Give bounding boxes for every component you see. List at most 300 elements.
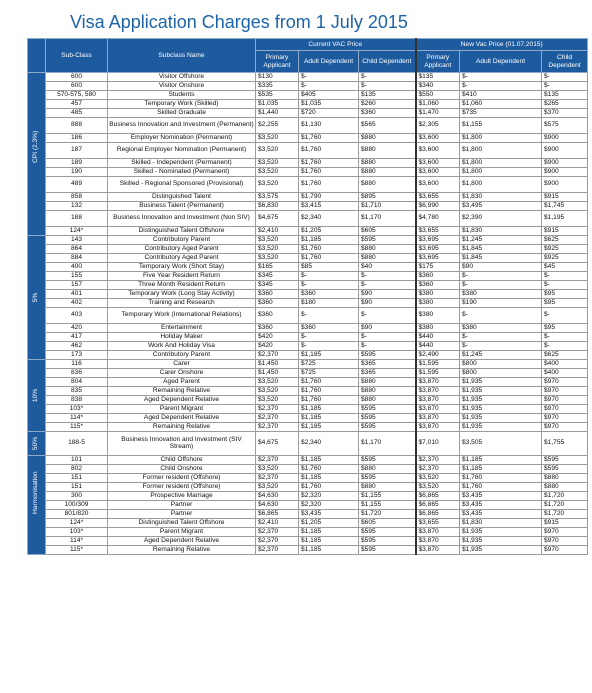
- new-primary-cell: $2,305: [416, 118, 460, 134]
- new-primary-cell: $2,490: [416, 351, 460, 360]
- group-label: [28, 432, 46, 456]
- new-adult-cell: $1,760: [460, 474, 542, 483]
- current-primary-cell: $1,450: [256, 369, 299, 378]
- subclass-cell: 114*: [46, 537, 108, 546]
- subclass-cell: 188: [46, 211, 108, 227]
- current-primary-cell: $2,370: [256, 423, 299, 432]
- group-label: [28, 236, 46, 360]
- current-child-cell: $1,155: [359, 492, 416, 501]
- table-row: [28, 414, 588, 423]
- table-row: [28, 227, 588, 236]
- new-primary-cell: $550: [416, 91, 460, 100]
- new-child-cell: $880: [542, 483, 588, 492]
- name-cell: Training and Research: [108, 299, 256, 308]
- current-adult-cell: $725: [299, 360, 359, 369]
- table-row: [28, 342, 588, 351]
- current-child-cell: $595: [359, 405, 416, 414]
- new-primary-cell: $380: [416, 299, 460, 308]
- table-row: [28, 281, 588, 290]
- new-adult-cell: $1,155: [460, 118, 542, 134]
- current-adult-cell: $3,415: [299, 202, 359, 211]
- new-adult-cell: $-: [460, 73, 542, 82]
- new-child-cell: $45: [542, 263, 588, 272]
- subclass-cell: 151: [46, 474, 108, 483]
- current-primary-cell: $4,630: [256, 492, 299, 501]
- new-primary-cell: $3,870: [416, 528, 460, 537]
- current-adult-cell: $1,760: [299, 465, 359, 474]
- new-primary-cell: $3,520: [416, 483, 460, 492]
- new-child-cell: $915: [542, 193, 588, 202]
- table-row: [28, 73, 588, 82]
- current-adult-cell: $1,185: [299, 528, 359, 537]
- current-child-cell: $-: [359, 281, 416, 290]
- current-primary-cell: $3,520: [256, 387, 299, 396]
- new-child-cell: $900: [542, 143, 588, 159]
- new-child-cell: $970: [542, 423, 588, 432]
- group-label-text: CPI (2.3%): [32, 130, 40, 163]
- table-row: [28, 456, 588, 465]
- new-primary-cell: $3,870: [416, 546, 460, 555]
- new-primary-cell: $3,600: [416, 143, 460, 159]
- current-primary-cell: $2,370: [256, 456, 299, 465]
- current-child-cell: $90: [359, 324, 416, 333]
- new-child-cell: $1,720: [542, 501, 588, 510]
- current-child-cell: $595: [359, 474, 416, 483]
- subclass-cell: 187: [46, 143, 108, 159]
- new-adult-cell: $1,185: [460, 456, 542, 465]
- new-adult-cell: $1,830: [460, 193, 542, 202]
- name-cell: Skilled - Regional Sponsored (Provisional): [108, 177, 256, 193]
- new-adult-cell: $380: [460, 324, 542, 333]
- current-adult-cell: $1,185: [299, 405, 359, 414]
- new-adult-cell: $800: [460, 369, 542, 378]
- new-adult-cell: $-: [460, 82, 542, 91]
- new-primary-cell: $135: [416, 73, 460, 82]
- current-primary-cell: $360: [256, 308, 299, 324]
- current-child-cell: $1,720: [359, 510, 416, 519]
- header-new-child: Child Dependent: [542, 51, 588, 73]
- name-cell: Former resident (Offshore): [108, 483, 256, 492]
- subclass-cell: 600: [46, 73, 108, 82]
- header-new-price: New Vac Price (01.07.2015): [416, 39, 588, 51]
- table-row: [28, 134, 588, 143]
- new-primary-cell: $3,695: [416, 245, 460, 254]
- table-row: [28, 118, 588, 134]
- new-child-cell: $265: [542, 100, 588, 109]
- name-cell: Aged Dependent Relative: [108, 414, 256, 423]
- table-row: [28, 510, 588, 519]
- current-adult-cell: $1,760: [299, 396, 359, 405]
- current-adult-cell: $1,205: [299, 227, 359, 236]
- table-row: [28, 193, 588, 202]
- subclass-cell: 864: [46, 245, 108, 254]
- table-row: [28, 177, 588, 193]
- table-row: [28, 432, 588, 456]
- new-primary-cell: $3,600: [416, 168, 460, 177]
- subclass-cell: 570-575, 580: [46, 91, 108, 100]
- current-adult-cell: $3,435: [299, 510, 359, 519]
- new-adult-cell: $3,435: [460, 492, 542, 501]
- current-primary-cell: $2,370: [256, 351, 299, 360]
- name-cell: Regional Employer Nomination (Permanent): [108, 143, 256, 159]
- new-adult-cell: $1,935: [460, 396, 542, 405]
- new-child-cell: $595: [542, 465, 588, 474]
- new-child-cell: $400: [542, 369, 588, 378]
- table-row: [28, 245, 588, 254]
- new-adult-cell: $1,185: [460, 465, 542, 474]
- new-adult-cell: $800: [460, 360, 542, 369]
- new-primary-cell: $3,655: [416, 227, 460, 236]
- current-primary-cell: $3,520: [256, 236, 299, 245]
- new-child-cell: $970: [542, 546, 588, 555]
- current-primary-cell: $6,830: [256, 202, 299, 211]
- table-row: [28, 143, 588, 159]
- new-child-cell: $1,755: [542, 432, 588, 456]
- current-child-cell: $1,170: [359, 211, 416, 227]
- subclass-cell: 143: [46, 236, 108, 245]
- current-child-cell: $-: [359, 82, 416, 91]
- subclass-cell: 132: [46, 202, 108, 211]
- group-label: [28, 73, 46, 236]
- name-cell: Temporary Work (Skilled): [108, 100, 256, 109]
- new-child-cell: $95: [542, 324, 588, 333]
- new-child-cell: $-: [542, 272, 588, 281]
- current-adult-cell: $1,760: [299, 387, 359, 396]
- new-child-cell: $900: [542, 134, 588, 143]
- current-adult-cell: $2,340: [299, 432, 359, 456]
- current-child-cell: $-: [359, 73, 416, 82]
- new-child-cell: $575: [542, 118, 588, 134]
- page-title: Visa Application Charges from 1 July 2015: [70, 12, 408, 32]
- header-current-adult: Adult Dependent: [299, 51, 359, 73]
- new-child-cell: $-: [542, 281, 588, 290]
- current-primary-cell: $1,440: [256, 109, 299, 118]
- current-child-cell: $90: [359, 290, 416, 299]
- current-primary-cell: $2,410: [256, 227, 299, 236]
- new-primary-cell: $3,655: [416, 193, 460, 202]
- current-primary-cell: $360: [256, 324, 299, 333]
- subclass-cell: 116: [46, 360, 108, 369]
- current-primary-cell: $3,520: [256, 168, 299, 177]
- current-child-cell: $605: [359, 519, 416, 528]
- new-primary-cell: $3,870: [416, 537, 460, 546]
- new-adult-cell: $3,435: [460, 510, 542, 519]
- new-child-cell: $970: [542, 528, 588, 537]
- table-row: [28, 369, 588, 378]
- group-label: [28, 456, 46, 555]
- current-adult-cell: $1,185: [299, 414, 359, 423]
- current-primary-cell: $3,520: [256, 134, 299, 143]
- name-cell: Temporary Work (Short Stay): [108, 263, 256, 272]
- name-cell: Contributory Parent: [108, 236, 256, 245]
- name-cell: Five Year Resident Return: [108, 272, 256, 281]
- new-child-cell: $135: [542, 91, 588, 100]
- subclass-cell: 884: [46, 254, 108, 263]
- new-adult-cell: $1,800: [460, 177, 542, 193]
- current-primary-cell: $4,630: [256, 501, 299, 510]
- table-row: [28, 308, 588, 324]
- new-primary-cell: $3,870: [416, 387, 460, 396]
- current-adult-cell: $-: [299, 82, 359, 91]
- name-cell: Temporary Work (Long Stay Activity): [108, 290, 256, 299]
- new-child-cell: $970: [542, 378, 588, 387]
- current-primary-cell: $3,520: [256, 378, 299, 387]
- table-row: [28, 91, 588, 100]
- name-cell: Business Innovation and Investment (Permanent): [108, 118, 256, 134]
- subclass-cell: 115*: [46, 546, 108, 555]
- current-primary-cell: $345: [256, 272, 299, 281]
- current-primary-cell: $3,520: [256, 483, 299, 492]
- group-label-text: Harmonisation: [32, 470, 40, 514]
- new-adult-cell: $1,245: [460, 236, 542, 245]
- table-row: [28, 378, 588, 387]
- new-primary-cell: $6,865: [416, 492, 460, 501]
- table-row: [28, 483, 588, 492]
- new-primary-cell: $3,870: [416, 396, 460, 405]
- name-cell: Remaining Relative: [108, 387, 256, 396]
- current-adult-cell: $1,185: [299, 423, 359, 432]
- new-child-cell: $-: [542, 342, 588, 351]
- table-row: [28, 519, 588, 528]
- name-cell: Partner: [108, 510, 256, 519]
- subclass-cell: 155: [46, 272, 108, 281]
- new-adult-cell: $-: [460, 281, 542, 290]
- current-child-cell: $880: [359, 143, 416, 159]
- current-adult-cell: $-: [299, 272, 359, 281]
- new-primary-cell: $6,990: [416, 202, 460, 211]
- current-adult-cell: $1,185: [299, 351, 359, 360]
- current-child-cell: $565: [359, 118, 416, 134]
- group-label: [28, 360, 46, 432]
- subclass-cell: 403: [46, 308, 108, 324]
- header-new-primary: Primary Applicant: [416, 51, 460, 73]
- current-adult-cell: $-: [299, 281, 359, 290]
- current-primary-cell: $3,520: [256, 177, 299, 193]
- current-adult-cell: $1,035: [299, 100, 359, 109]
- current-child-cell: $595: [359, 423, 416, 432]
- new-adult-cell: $1,800: [460, 168, 542, 177]
- current-adult-cell: $-: [299, 308, 359, 324]
- current-primary-cell: $3,520: [256, 159, 299, 168]
- new-child-cell: $900: [542, 177, 588, 193]
- new-primary-cell: $380: [416, 308, 460, 324]
- new-child-cell: $95: [542, 290, 588, 299]
- current-child-cell: $595: [359, 528, 416, 537]
- new-adult-cell: $1,060: [460, 100, 542, 109]
- current-adult-cell: $2,320: [299, 501, 359, 510]
- header-new-adult: Adult Dependent: [460, 51, 542, 73]
- name-cell: Visitor Offshore: [108, 73, 256, 82]
- table-row: [28, 405, 588, 414]
- name-cell: Three Month Resident Return: [108, 281, 256, 290]
- current-child-cell: $880: [359, 483, 416, 492]
- new-primary-cell: $4,780: [416, 211, 460, 227]
- name-cell: Child Offshore: [108, 456, 256, 465]
- current-primary-cell: $2,370: [256, 474, 299, 483]
- new-primary-cell: $3,695: [416, 254, 460, 263]
- current-adult-cell: $1,790: [299, 193, 359, 202]
- current-adult-cell: $180: [299, 299, 359, 308]
- name-cell: Carer Onshore: [108, 369, 256, 378]
- current-child-cell: $595: [359, 236, 416, 245]
- subclass-cell: 173: [46, 351, 108, 360]
- current-primary-cell: $2,370: [256, 546, 299, 555]
- new-adult-cell: $1,800: [460, 159, 542, 168]
- name-cell: Contributory Aged Parent: [108, 254, 256, 263]
- new-adult-cell: $190: [460, 299, 542, 308]
- new-primary-cell: $380: [416, 290, 460, 299]
- table-row: [28, 272, 588, 281]
- current-primary-cell: $2,370: [256, 414, 299, 423]
- new-primary-cell: $440: [416, 342, 460, 351]
- table-row: [28, 159, 588, 168]
- table-row: [28, 263, 588, 272]
- subclass-cell: 457: [46, 100, 108, 109]
- new-adult-cell: $380: [460, 290, 542, 299]
- current-child-cell: $-: [359, 308, 416, 324]
- new-primary-cell: $2,370: [416, 465, 460, 474]
- new-child-cell: $400: [542, 360, 588, 369]
- current-adult-cell: $1,760: [299, 378, 359, 387]
- new-primary-cell: $6,865: [416, 510, 460, 519]
- current-adult-cell: $1,185: [299, 537, 359, 546]
- subclass-cell: 485: [46, 109, 108, 118]
- subclass-cell: 300: [46, 492, 108, 501]
- name-cell: Remaining Relative: [108, 546, 256, 555]
- header-corner: [28, 39, 46, 73]
- current-primary-cell: $3,520: [256, 396, 299, 405]
- current-primary-cell: $1,035: [256, 100, 299, 109]
- current-primary-cell: $2,410: [256, 519, 299, 528]
- new-adult-cell: $410: [460, 91, 542, 100]
- table-row: [28, 396, 588, 405]
- subclass-cell: 186: [46, 134, 108, 143]
- current-adult-cell: $360: [299, 290, 359, 299]
- new-adult-cell: $1,935: [460, 387, 542, 396]
- subclass-cell: 858: [46, 193, 108, 202]
- name-cell: Entertainment: [108, 324, 256, 333]
- name-cell: Aged Parent: [108, 378, 256, 387]
- current-child-cell: $880: [359, 465, 416, 474]
- table-row: [28, 387, 588, 396]
- current-child-cell: $895: [359, 193, 416, 202]
- subclass-cell: 124*: [46, 519, 108, 528]
- current-primary-cell: $165: [256, 263, 299, 272]
- current-primary-cell: $360: [256, 299, 299, 308]
- name-cell: Distinguished Talent Offshore: [108, 227, 256, 236]
- new-primary-cell: $3,600: [416, 177, 460, 193]
- name-cell: Contributory Aged Parent: [108, 245, 256, 254]
- current-child-cell: $880: [359, 168, 416, 177]
- subclass-cell: 838: [46, 396, 108, 405]
- subclass-cell: 489: [46, 177, 108, 193]
- subclass-cell: 801/820: [46, 510, 108, 519]
- new-adult-cell: $90: [460, 263, 542, 272]
- current-adult-cell: $1,185: [299, 236, 359, 245]
- new-primary-cell: $3,870: [416, 414, 460, 423]
- current-primary-cell: $3,520: [256, 465, 299, 474]
- subclass-cell: 103*: [46, 528, 108, 537]
- current-child-cell: $880: [359, 387, 416, 396]
- current-adult-cell: $1,760: [299, 254, 359, 263]
- current-child-cell: $135: [359, 91, 416, 100]
- table-row: [28, 492, 588, 501]
- current-adult-cell: $2,320: [299, 492, 359, 501]
- new-child-cell: $970: [542, 405, 588, 414]
- new-adult-cell: $1,845: [460, 254, 542, 263]
- current-adult-cell: $1,760: [299, 168, 359, 177]
- current-primary-cell: $2,370: [256, 405, 299, 414]
- current-primary-cell: $6,865: [256, 510, 299, 519]
- name-cell: Skilled - Independent (Permanent): [108, 159, 256, 168]
- new-child-cell: $970: [542, 414, 588, 423]
- new-adult-cell: $1,935: [460, 414, 542, 423]
- table-row: [28, 168, 588, 177]
- current-adult-cell: $1,760: [299, 483, 359, 492]
- subclass-cell: 188-5: [46, 432, 108, 456]
- current-child-cell: $880: [359, 245, 416, 254]
- visa-charges-table: [27, 38, 588, 555]
- current-child-cell: $1,710: [359, 202, 416, 211]
- new-child-cell: $880: [542, 474, 588, 483]
- current-adult-cell: $1,185: [299, 474, 359, 483]
- new-adult-cell: $1,800: [460, 134, 542, 143]
- new-primary-cell: $3,870: [416, 405, 460, 414]
- current-child-cell: $365: [359, 360, 416, 369]
- table-row: [28, 537, 588, 546]
- table-row: [28, 236, 588, 245]
- name-cell: Temporary Work (International Relations): [108, 308, 256, 324]
- subclass-cell: 420: [46, 324, 108, 333]
- subclass-cell: 115*: [46, 423, 108, 432]
- subclass-cell: 402: [46, 299, 108, 308]
- subclass-cell: 151: [46, 483, 108, 492]
- subclass-cell: 462: [46, 342, 108, 351]
- new-primary-cell: $1,595: [416, 360, 460, 369]
- table-body: [28, 73, 588, 555]
- table-row: [28, 474, 588, 483]
- new-adult-cell: $3,435: [460, 501, 542, 510]
- new-child-cell: $915: [542, 519, 588, 528]
- name-cell: Skilled Graduate: [108, 109, 256, 118]
- new-primary-cell: $440: [416, 333, 460, 342]
- new-child-cell: $-: [542, 73, 588, 82]
- new-child-cell: $1,195: [542, 211, 588, 227]
- current-adult-cell: $725: [299, 369, 359, 378]
- subclass-cell: 114*: [46, 414, 108, 423]
- new-adult-cell: $1,935: [460, 528, 542, 537]
- new-child-cell: $625: [542, 351, 588, 360]
- new-child-cell: $970: [542, 537, 588, 546]
- header-current-primary: Primary Applicant: [256, 51, 299, 73]
- new-primary-cell: $3,600: [416, 159, 460, 168]
- subclass-cell: 124*: [46, 227, 108, 236]
- new-adult-cell: $1,830: [460, 519, 542, 528]
- name-cell: Business Innovation and Investment (SIV Stream): [108, 432, 256, 456]
- current-child-cell: $-: [359, 342, 416, 351]
- name-cell: Students: [108, 91, 256, 100]
- name-cell: Carer: [108, 360, 256, 369]
- name-cell: Parent Migrant: [108, 405, 256, 414]
- current-primary-cell: $3,520: [256, 143, 299, 159]
- new-adult-cell: $2,390: [460, 211, 542, 227]
- new-primary-cell: $1,060: [416, 100, 460, 109]
- new-adult-cell: $-: [460, 333, 542, 342]
- current-adult-cell: $720: [299, 109, 359, 118]
- header-current-price: Current VAC Price: [256, 39, 416, 51]
- new-child-cell: $900: [542, 168, 588, 177]
- current-adult-cell: $405: [299, 91, 359, 100]
